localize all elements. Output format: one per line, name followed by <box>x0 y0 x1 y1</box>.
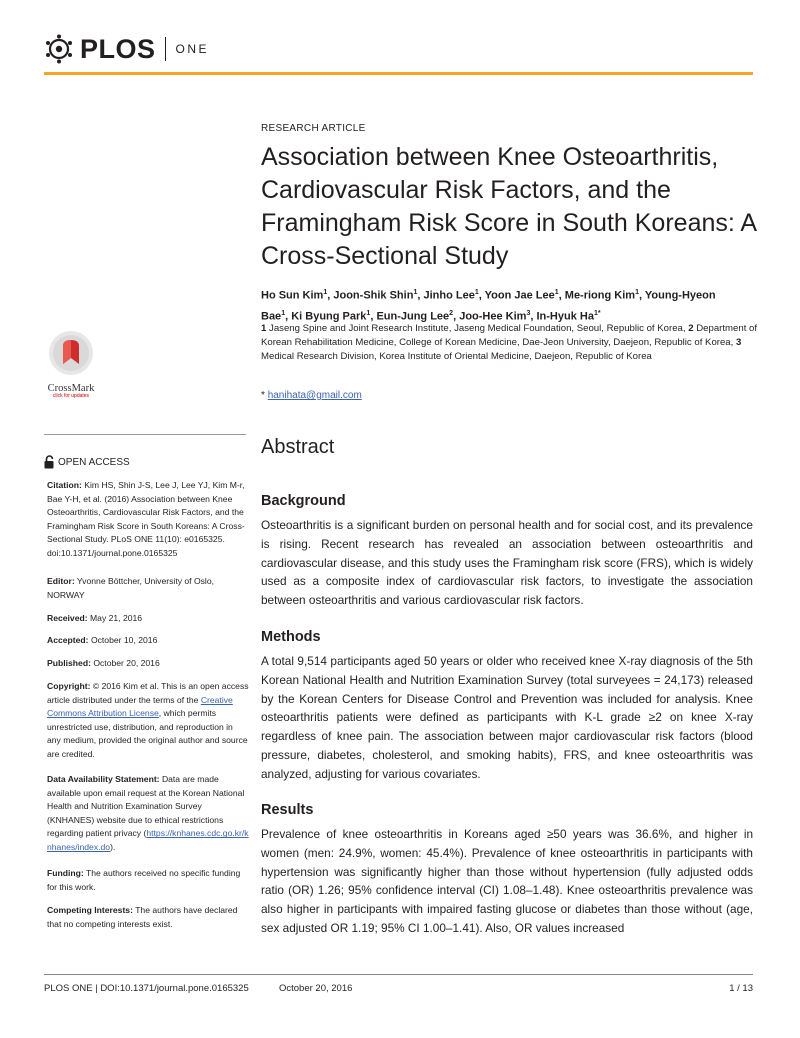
received-date: May 21, 2016 <box>90 613 143 623</box>
results-heading: Results <box>261 802 314 818</box>
open-access-badge <box>44 455 130 469</box>
accepted-block <box>47 634 249 648</box>
author-affiliation-ref: 1 <box>281 309 286 317</box>
background-text <box>261 516 753 610</box>
author-name: Young-Hyeon Bae <box>261 289 716 323</box>
logo-divider <box>165 37 166 61</box>
footer-date: October 20, 2016 <box>279 983 353 994</box>
author-affiliation-ref: 1 <box>554 289 559 296</box>
received-label: Received: <box>47 613 88 623</box>
crossmark-badge[interactable] <box>44 330 98 399</box>
author-affiliation-ref: 1* <box>593 309 601 317</box>
methods-heading: Methods <box>261 629 321 645</box>
published-date: October 20, 2016 <box>93 658 160 668</box>
editor-label: Editor: <box>47 576 75 586</box>
results-paragraph: Prevalence of knee osteoarthritis in Koreans aged ≥50 years was 36.6%, and higher in women (men: 24.9%, women: 45.4%). Prevalence of knee osteoarthritis in participants with hypertension was significantly higher than those without hypertension (fully adjusted odds ratio (OR) 1.26; 95% confidence interval (CI) 1.08–1.48). Knee osteoarthritis prevalence was also higher in participants with impaired fasting glucose or diabetes than those without (age, sex adjusted OR 1.19; 95% CI 1.00–1.41). Also, OR values increased <box>261 827 753 935</box>
knhanes-link[interactable]: https://knhanes.cdc.go.kr/knhanes/index.do <box>47 828 249 852</box>
background-paragraph: Osteoarthritis is a significant burden on personal health and for social cost, and its prevalence is rising. Recent research has revealed an association between osteoarthritis and cardiovascular disease, and this study uses the Framingham risk score (FRS), which is widely used as a composite index of cardiovascular risk factors, to investigate the association between osteoarthritis and various cardiovascular risk factors. <box>261 518 753 608</box>
crossmark-icon <box>48 330 94 376</box>
copyright-text-after: , which permits unrestricted use, distribution, and reproduction in any medium, provided the original author and source are credited. <box>47 708 248 759</box>
received-block <box>47 612 249 626</box>
author-affiliation-ref: 1 <box>413 289 418 296</box>
license-link[interactable]: Creative Commons Attribution License <box>47 694 233 719</box>
affiliation-number: 3 <box>735 337 742 348</box>
accepted-date: October 10, 2016 <box>90 635 158 645</box>
citation-text: Kim HS, Shin J-S, Lee J, Lee YJ, Kim M-r, Bae Y-H, et al. (2016) Association between Knee Osteoarthritis, Cardiovascular Risk Factors, and the Framingham Risk Score in South Koreans: A Cross-Sectional Study. PLoS ONE 11(10): e0165325. doi:10.1371/journal.pone.0165325 <box>47 480 245 558</box>
crossmark-label: CrossMark <box>47 383 95 394</box>
open-access-label: OPEN ACCESS <box>58 456 130 468</box>
footer-journal-doi: PLOS ONE | DOI:10.1371/journal.pone.0165325 <box>44 983 249 994</box>
page-number: 1 / 13 <box>729 983 753 994</box>
author-name: In-Hyuk Ha <box>536 310 594 323</box>
affiliations <box>261 322 761 364</box>
author-affiliation-ref: 3 <box>526 309 531 317</box>
funding-label: Funding: <box>47 868 84 878</box>
methods-paragraph: A total 9,514 participants aged 50 years or older who received knee X-ray diagnosis of the 5th Korean National Health and Nutrition Examination Survey (total surveyees = 24,173) released by the Korean Centers for Disease Control and Prevention was included for analysis. Knee osteoarthritis patients were defined as participants with K-L grade ≥2 on knee X-ray regardless of knee pain. The association between major cardiovascular risk factors (blood pressure, diabetes, cholesterol, and smoking habits), FRS, and knee osteoarthritis was analyzed, adjusting for various covariates. <box>261 654 753 781</box>
author-name: Yoon Jae Lee <box>484 289 555 302</box>
header-rule <box>44 72 753 75</box>
methods-text <box>261 652 753 784</box>
author-name: Eun-Jung Lee <box>376 310 450 323</box>
accepted-label: Accepted: <box>47 635 89 645</box>
funding-block <box>47 867 249 894</box>
data-availability-block <box>47 773 249 855</box>
competing-interests-block <box>47 904 249 931</box>
affiliation-text: Department of Korean Rehabilitation Medicine, College of Korean Medicine, Dae-Jeon University, Daejeon, Republic of Korea, <box>261 323 758 348</box>
journal-logo[interactable] <box>44 31 209 67</box>
citation-block <box>47 479 249 561</box>
citation-label: Citation: <box>47 480 82 490</box>
data-availability-text-after: ). <box>110 841 116 852</box>
author-affiliation-ref: 1 <box>635 289 639 296</box>
author-name: Joo-Hee Kim <box>459 310 527 323</box>
affiliation-number: 2 <box>688 323 694 334</box>
email-asterisk: * <box>261 390 265 401</box>
affiliation-number: 1 <box>261 323 267 334</box>
author-list: Ho Sun Kim$^1$, Joon-Shik Shin$^1$, Jinho Lee$^1$, Yoon Jae Lee$^1$, Me-riong Kim$^1$, Young-Hyeon Bae$^1$, Ki Byung Park$^1$, Eun-Jung Lee$^2$, Joo-Hee Kim$^3$, In-Hyuk $Ha^{1*}$ <box>261 289 716 323</box>
results-text <box>261 825 753 938</box>
background-heading: Background <box>261 493 346 509</box>
author-name: Me-riong Kim <box>564 289 636 302</box>
unlocked-padlock-icon <box>44 455 55 469</box>
published-label: Published: <box>47 658 91 668</box>
funding-text: The authors received no specific funding for this work. <box>47 868 241 892</box>
author-affiliation-ref: 1 <box>323 289 328 296</box>
editor-text: Yvonne Böttcher, University of Oslo, NORWAY <box>47 576 215 600</box>
footer-rule <box>44 974 753 975</box>
data-availability-text: Data are made available upon email request at the Korean National Health and Nutrition Examination Survey (KNHANES) website due to ethical restrictions regarding patient privacy ( <box>47 774 245 839</box>
data-availability-label: Data Availability Statement: <box>47 774 160 784</box>
author-affiliation-ref: 1 <box>474 289 479 296</box>
copyright-text: © 2016 Kim et al. This is an open access article distributed under the terms of the <box>47 681 249 705</box>
author-affiliation-ref: 2 <box>449 309 454 317</box>
plos-logo-icon <box>44 34 74 64</box>
author-name: Ho Sun Kim <box>261 289 324 302</box>
author-name: Joon-Shik Shin <box>333 289 414 302</box>
affiliation-text: Medical Research Division, Korea Institute of Oriental Medicine, Daejeon, Republic of Korea <box>261 351 652 362</box>
affiliation-text: Jaseng Spine and Joint Research Institute, Jaseng Medical Foundation, Seoul, Republic of Korea, <box>269 323 686 334</box>
journal-name: ONE <box>175 42 210 56</box>
email-link[interactable]: hanihata@gmail.com <box>267 390 362 401</box>
copyright-block <box>47 680 249 762</box>
editor-block <box>47 575 249 602</box>
published-block <box>47 657 249 671</box>
crossmark-sublabel: click for updates <box>52 393 90 399</box>
author-name: Ki Byung Park <box>291 310 367 323</box>
logo-text: PLOS <box>80 33 156 64</box>
sidebar-rule <box>44 434 246 435</box>
copyright-label: Copyright: <box>47 681 91 691</box>
corresponding-email <box>261 390 362 401</box>
author-affiliation-ref: 1 <box>366 309 371 317</box>
competing-label: Competing Interests: <box>47 905 133 915</box>
article-type: RESEARCH ARTICLE <box>261 123 366 134</box>
author-name: Jinho Lee <box>423 289 475 302</box>
article-title: Association between Knee Osteoarthritis, Cardiovascular Risk Factors, and the Framingham Risk Score in South Koreans: A Cross-Sectional Study <box>261 143 756 270</box>
abstract-heading: Abstract <box>261 436 335 458</box>
competing-text: The authors have declared that no competing interests exist. <box>47 905 238 929</box>
